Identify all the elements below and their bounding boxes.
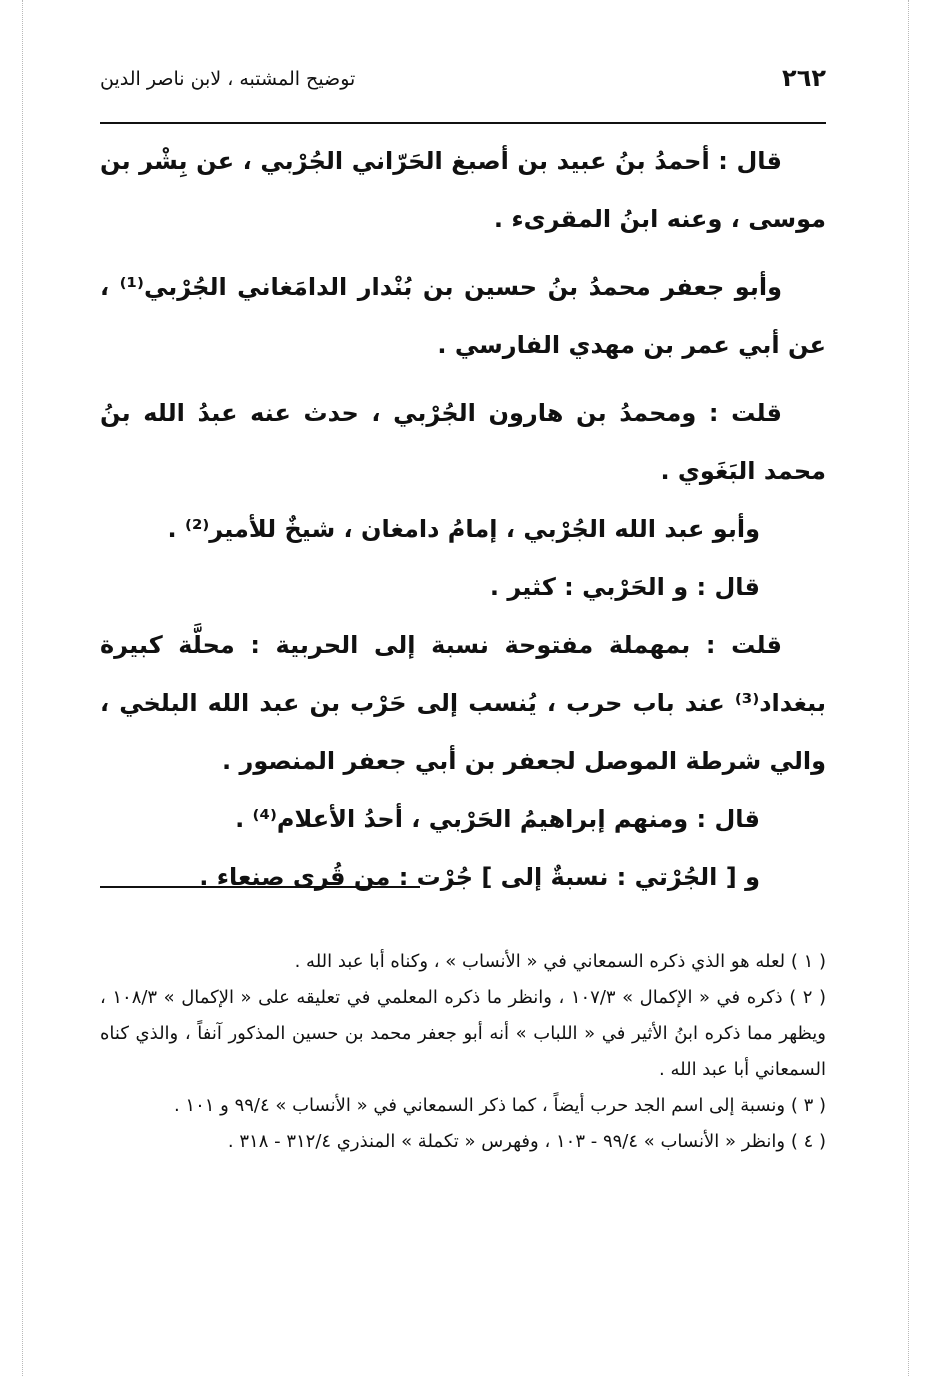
- paragraph: وأبو جعفر محمدُ بنُ حسين بن بُنْدار الدامَغاني الجُرْبي⁽¹⁾ ، عن أبي عمر بن مهدي الفارسي .: [100, 273, 826, 359]
- scan-edge-dots-right: [908, 0, 909, 1376]
- paragraph: قلت : ومحمدُ بن هارون الجُرْبي ، حدث عنه عبدُ الله بنُ محمد البَغَوي .: [100, 399, 826, 485]
- main-text: [100, 132, 826, 906]
- running-title: توضيح المشتبه ، لابن ناصر الدين: [100, 68, 356, 90]
- paragraph: وأبو عبد الله الجُرْبي ، إمامُ دامغان ، شيخٌ للأمير⁽²⁾ .: [167, 515, 760, 543]
- page-number: ٢٦٢: [782, 64, 826, 92]
- footnotes: [100, 944, 826, 1160]
- header-rule: [100, 122, 826, 124]
- book-page: [100, 56, 826, 1356]
- footnote: ( ٢ ) ذكره في « الإكمال » ١٠٧/٣ ، وانظر ما ذكره المعلمي في تعليقه على « الإكمال » ١٠٨/٣ ، ويظهر مما ذكره ابنُ الأثير في « اللباب » أنه أبو جعفر محمد بن حسين المذكور آنفاً ، والذي كناه السمعاني أبا عبد الله .: [100, 987, 827, 1080]
- footnote: ( ٤ ) وانظر « الأنساب » ٩٩/٤ - ١٠٣ ، وفهرس « تكملة » المنذري ٣١٢/٤ - ٣١٨ .: [227, 1131, 826, 1152]
- paragraph: قال : و الحَرْبي : كثير .: [489, 573, 760, 601]
- paragraph: و [ الجُرْتي : نسبةٌ إلى ] جُرْت : من قُرى صنعاء .: [199, 863, 760, 891]
- scan-edge-dots-left: [22, 0, 23, 1376]
- paragraph: قال : أحمدُ بنُ عبيد بن أصبغ الحَرّاني الجُرْبي ، عن بِشْر بن موسى ، وعنه ابنُ المقرىء .: [100, 147, 826, 233]
- footnote-separator: [100, 886, 420, 888]
- footnote: ( ٣ ) ونسبة إلى اسم الجد حرب أيضاً ، كما ذكر السمعاني في « الأنساب » ٩٩/٤ و ١٠١ .: [173, 1095, 826, 1116]
- page-header: [100, 64, 826, 104]
- footnote: ( ١ ) لعله هو الذي ذكره السمعاني في « الأنساب » ، وكناه أبا عبد الله .: [294, 951, 826, 972]
- paragraph: قلت : بمهملة مفتوحة نسبة إلى الحربية : محلَّة كبيرة ببغداد⁽³⁾ عند باب حرب ، يُنسب إلى حَرْب بن عبد الله البلخي ، والي شرطة الموصل لجعفر بن أبي جعفر المنصور .: [100, 631, 826, 775]
- paragraph: قال : ومنهم إبراهيمُ الحَرْبي ، أحدُ الأعلام⁽⁴⁾ .: [235, 805, 760, 833]
